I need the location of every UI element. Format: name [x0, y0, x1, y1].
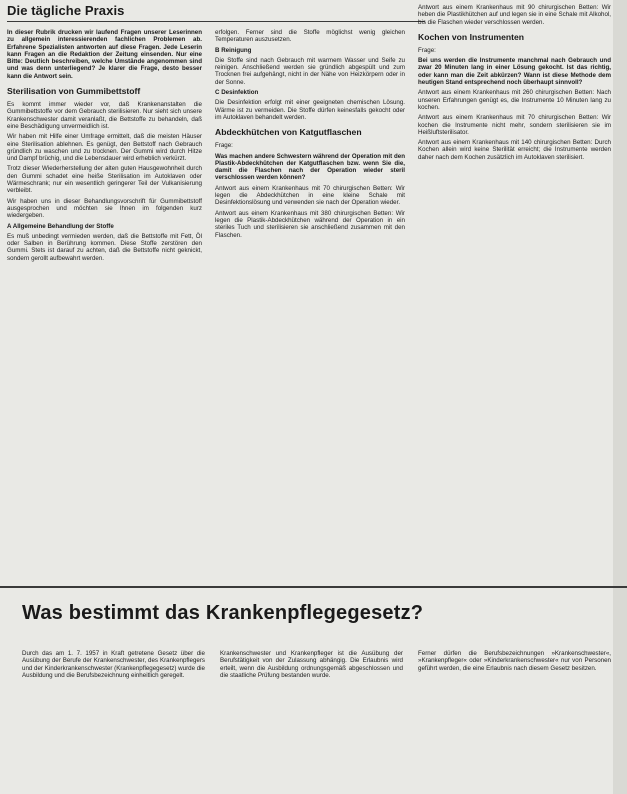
bottom-column-1	[22, 650, 205, 679]
section-heading-abdeckhuetchen: Abdeckhütchen von Katgutflaschen	[215, 127, 362, 138]
subsection-label: A Allgemeine Behandlung der Stoffe	[7, 222, 114, 230]
paragraph: Antwort aus einem Krankenhaus mit 90 chirurgischen Betten: Wir heben die Plastikhütchen auf und legen sie in eine Schale mit Alkohol, bis die Flaschen wieder verschlossen werden.	[418, 4, 611, 26]
bottom-column-2	[220, 650, 403, 679]
paragraph: Trotz dieser Wiederherstellung der alten guten Hausgewohnheit durch den Gummi schadet eine heiße Sterilisation im Autoklaven oder Wärmeschrank; nur ein wesentlich geringerer Teil der Vulkanisierung verbleibt.	[7, 165, 202, 195]
section-heading-instrumente: Kochen von Instrumenten	[418, 31, 524, 42]
paragraph: Ferner dürfen die Berufsbezeichnungen »Krankenschwester«, »Krankenpfleger« oder »Kinderkrankenschwester« nur von Personen geführt werden, die eine Erlaubnis nach diesem Gesetz besitzen.	[418, 650, 611, 672]
paragraph: Die Desinfektion erfolgt mit einer geeigneten chemischen Lösung. Wärme ist zu vermeiden. Die Stoffe dürfen keinesfalls gekocht oder im Autoklaven behandelt werden.	[215, 99, 405, 121]
paragraph: Wir haben uns in dieser Behandlungsvorschrift für Gummibettstoff ausgesprochen und möchten sie Ihnen im folgenden kurz wiedergeben.	[7, 197, 202, 220]
subsection-label: B Reinigung	[215, 46, 252, 54]
article-divider	[0, 586, 627, 588]
paragraph: erfolgen. Ferner sind die Stoffe möglichst wenig gleichen Temperaturen auszusetzen.	[215, 29, 405, 44]
answer-text: Antwort aus einem Krankenhaus mit 70 chirurgischen Betten: Wir legen die Abdeckhütchen in eine kleine Schale mit Desinfektionslösung und verwenden sie nach der Operation wieder.	[215, 184, 405, 207]
column-2	[215, 29, 405, 242]
page-title: Die tägliche Praxis	[7, 3, 125, 18]
article-title: Was bestimmt das Krankenpflegegesetz?	[22, 602, 424, 624]
answer-text: Antwort aus einem Krankenhaus mit 260 chirurgischen Betten: Nach unseren Erfahrungen genügt es, die Instrumente 10 Minuten lang zu kochen.	[418, 89, 611, 111]
intro-text: In dieser Rubrik drucken wir laufend Fragen unserer Leserinnen zu allgemein interessierenden fachlichen Problemen ab. Erfahrene Spezialisten antworten auf diese Fragen. Jede Leserin kann Fragen an die Redaktion der Zeitung einsenden. Nur eine Bitte: Deutlich beschreiben, welche Umstände angenommen sind und was denn unterliegend? Je klarer die Frage, desto besser kann die Antwort sein.	[7, 29, 202, 80]
paragraph: Krankenschwester und Krankenpfleger ist die Ausübung der Berufstätigkeit von der Zulassung abhängig. Die Erlaubnis wird erteilt, wenn die Ausbildung ordnungsgemäß abgeschlossen und die staatliche Prüfung bestanden wurde.	[220, 650, 403, 679]
question-text: Was machen andere Schwestern während der Operation mit den Plastik-Abdeckhütchen der Katgutflaschen bzw. wenn Sie die, damit die Flaschen nach der Operation wieder steril verschlossen werden können?	[215, 152, 405, 182]
paragraph: Es muß unbedingt vermieden werden, daß die Bettstoffe mit Fett, Öl oder Salben in Berührung kommen. Diese Stoffe zerstören den Gummi. Stets ist darauf zu achten, daß die Bettstoffe nicht geknickt, sondern gerollt aufbewahrt werden.	[7, 232, 202, 262]
answer-text: Antwort aus einem Krankenhaus mit 140 chirurgischen Betten: Durch Kochen allein wird keine Sterilität erreicht; die Instrumente werden daher nach dem Kochen zusätzlich im Autoklaven sterilisiert.	[418, 139, 611, 161]
section-heading-sterilisation: Sterilisation von Gummibettstoff	[7, 86, 141, 97]
title-rule	[7, 21, 425, 22]
adjacent-page-edge	[613, 0, 627, 794]
question-text: Bei uns werden die Instrumente manchmal nach Gebrauch und zwar 20 Minuten lang in einer Lösung gekocht. Ist das richtig, oder kann man die Zeit abkürzen? Wann ist diese Methode dem heutigen Stand entsprechend noch überhaupt sinnvoll?	[418, 57, 611, 87]
paragraph: Es kommt immer wieder vor, daß Krankenanstalten die Gummibettstoffe vor dem Gebrauch sterilisieren. Nur sieht sich unsere Krankenschwester damit veranlaßt, die Bettstoffe zu behandeln, daß eine Beschädigung unvermeidlich ist.	[7, 101, 202, 130]
question-label: Frage:	[418, 46, 436, 54]
question-label: Frage:	[215, 142, 233, 150]
bottom-column-3	[418, 650, 611, 672]
answer-text: Antwort aus einem Krankenhaus mit 380 chirurgischen Betten: Wir legen die Plastik-Abdeckhütchen während der Operation in ein steriles Tuch und sterilisieren sie anschließend zusammen mit den Flaschen.	[215, 209, 405, 239]
column-3	[418, 4, 611, 164]
answer-text: Antwort aus einem Krankenhaus mit 70 chirurgischen Betten: Wir kochen die Instrumente nicht mehr, sondern sterilisieren sie im Heißluftsterilisator.	[418, 114, 611, 136]
column-1	[7, 29, 202, 265]
subsection-label: C Desinfektion	[215, 89, 259, 97]
paragraph: Wir haben mit Hilfe einer Umfrage ermittelt, daß die meisten Häuser eine Sterilisation ablehnen. Es genügt, den Bettstoff nach Gebrauch gründlich zu waschen und zu trocknen. Der Gummi wird durch Hitze und Dampf brüchig, und die Lebensdauer wird erheblich verkürzt.	[7, 133, 202, 163]
paragraph: Durch das am 1. 7. 1957 in Kraft getretene Gesetz über die Ausübung der Berufe der Krankenschwester, des Krankenpflegers und der Kinderkrankenschwester (Krankenpflegegesetz) wurde die Ausbildung und die Berufsbezeichnung einheitlich geregelt.	[22, 650, 205, 679]
paragraph: Die Stoffe sind nach Gebrauch mit warmem Wasser und Seife zu reinigen. Anschließend werden sie gründlich abgespült und zum Trocknen frei aufgehängt, nicht in der Nähe von Heizkörpern oder in der Sonne.	[215, 56, 405, 86]
